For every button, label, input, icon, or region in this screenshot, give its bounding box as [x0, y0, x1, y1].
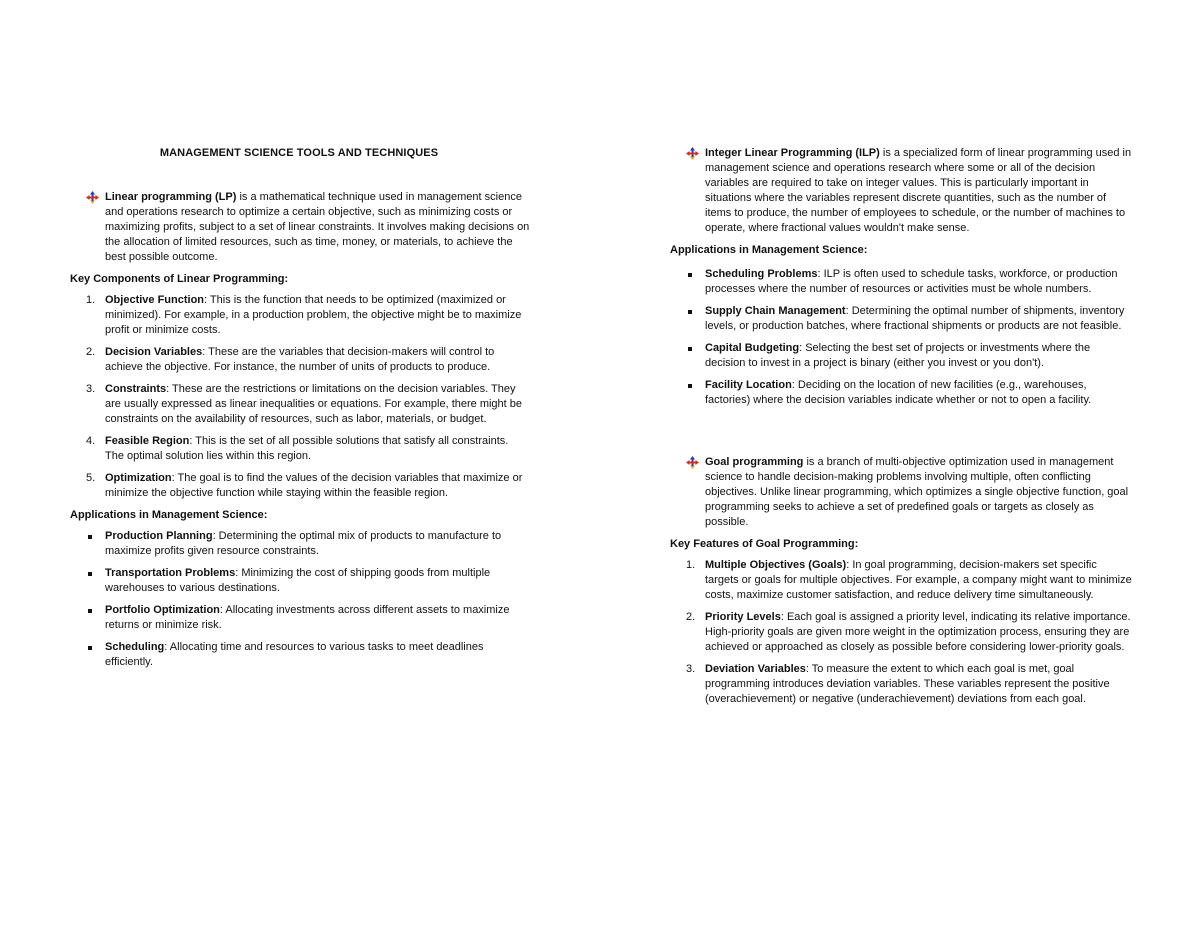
list-item: 1. Multiple Objectives (Goals): In goal programming, decision-makers set specific targets or goals for multiple objectives. For example, a company might want to minimize costs, maximize customer satisfaction, and reduce delivery time simultaneously. [686, 559, 1132, 601]
right-column [670, 146, 1132, 714]
list-item: Production Planning: Determining the optimal mix of products to manufacture to maximize profits given resource constraints. [70, 529, 530, 559]
ilp-applications-heading: Applications in Management Science: [670, 244, 868, 256]
list-item: Facility Location: Deciding on the location of new facilities (e.g., warehouses, factories) where the decision variables indicate whether or not to open a facility. [670, 378, 1132, 408]
bullet-icon [688, 347, 692, 351]
gp-intro-paragraph [670, 455, 1132, 530]
left-column [70, 146, 530, 677]
four-way-arrow-icon [686, 456, 699, 469]
list-item: 3. Deviation Variables: To measure the extent to which each goal is met, goal programming introduces deviation variables. These variables represent the positive (overachievement) or negative (underachievement) deviations from each goal. [686, 663, 1110, 705]
lp-applications-heading: Applications in Management Science: [70, 509, 268, 521]
list-item: 2. Priority Levels: Each goal is assigned a priority level, indicating its relative importance. High-priority goals are given more weight in the optimization process, ensuring they are achieved or approached as closely as possible before considering lower-priority goals. [686, 611, 1131, 653]
bullet-icon [688, 310, 692, 314]
ilp-intro-paragraph [670, 146, 1132, 236]
list-item: 1. Objective Function: This is the function that needs to be optimized (maximized or minimized). For example, in a production problem, the objective might be to maximize profit or minimize costs. [86, 294, 522, 336]
bullet-icon [88, 646, 92, 650]
bullet-icon [88, 535, 92, 539]
lp-components-heading: Key Components of Linear Programming: [70, 273, 289, 285]
gp-term: Goal programming [705, 456, 804, 468]
list-item: 2. Decision Variables: These are the variables that decision-makers will control to achieve the objective. For instance, the number of units of products to produce. [86, 346, 495, 373]
list-item: Scheduling Problems: ILP is often used to schedule tasks, workforce, or production processes where the number of resources or activities must be whole numbers. [670, 267, 1132, 297]
lp-intro-paragraph [70, 190, 530, 265]
list-item: 4. Feasible Region: This is the set of all possible solutions that satisfy all constraints. The optimal solution lies within this region. [86, 435, 509, 462]
bullet-icon [88, 572, 92, 576]
spacer [670, 415, 1132, 455]
lp-term: Linear programming (LP) [105, 191, 237, 203]
ilp-term: Integer Linear Programming (ILP) [705, 147, 880, 159]
gp-features-heading: Key Features of Goal Programming: [670, 538, 859, 550]
list-item: Scheduling: Allocating time and resources to various tasks to meet deadlines efficiently. [70, 640, 530, 670]
bullet-icon [88, 609, 92, 613]
bullet-icon [688, 273, 692, 277]
four-way-arrow-icon [686, 147, 699, 160]
list-item: Capital Budgeting: Selecting the best set of projects or investments where the decision to invest in a project is binary (either you invest or you don't). [670, 341, 1132, 371]
page-title: MANAGEMENT SCIENCE TOOLS AND TECHNIQUES [159, 147, 439, 159]
list-item: 3. Constraints: These are the restrictions or limitations on the decision variables. They are usually expressed as linear inequalities or equations. For example, there might be constraints on the availability of resources, such as labor, materials, or budget. [86, 383, 523, 425]
lp-text: is a mathematical technique used in management science and operations research to optimize a certain objective, such as minimizing costs or maximizing profits, subject to a set of linear constraints. It involves making decisions on the allocation of limited resources, such as time, money, or materials, to achieve the best possible outcome. [105, 191, 530, 263]
gp-features-list [670, 558, 1132, 707]
bullet-icon [688, 384, 692, 388]
ilp-applications-list [670, 267, 1132, 408]
list-item: 5. Optimization: The goal is to find the values of the decision variables that maximize or minimize the objective function while staying within the feasible region. [86, 472, 523, 499]
list-item: Supply Chain Management: Determining the optimal number of shipments, inventory levels, or production batches, where fractional shipments or products are not feasible. [670, 304, 1132, 334]
ilp-text: is a specialized form of linear programming used in management science and operations research where some or all of the decision variables are required to take on integer values. This is particularly important in situations where the variables represent discrete quantities, such as the number of items to produce, the number of employees to schedule, or the number of machines to operate, where fractional values wouldn't make sense. [705, 147, 1132, 234]
gp-text: is a branch of multi-objective optimization used in management science to handle decision-making problems involving multiple, often conflicting objectives. Unlike linear programming, which optimizes a single objective function, goal programming seeks to achieve a set of predefined goals or targets as closely as possible. [705, 456, 1129, 528]
lp-components-list [70, 293, 530, 501]
lp-applications-list [70, 529, 530, 670]
list-item: Portfolio Optimization: Allocating investments across different assets to maximize returns or minimize risk. [70, 603, 530, 633]
four-way-arrow-icon [86, 191, 99, 204]
list-item: Transportation Problems: Minimizing the cost of shipping goods from multiple warehouses to various destinations. [70, 566, 530, 596]
